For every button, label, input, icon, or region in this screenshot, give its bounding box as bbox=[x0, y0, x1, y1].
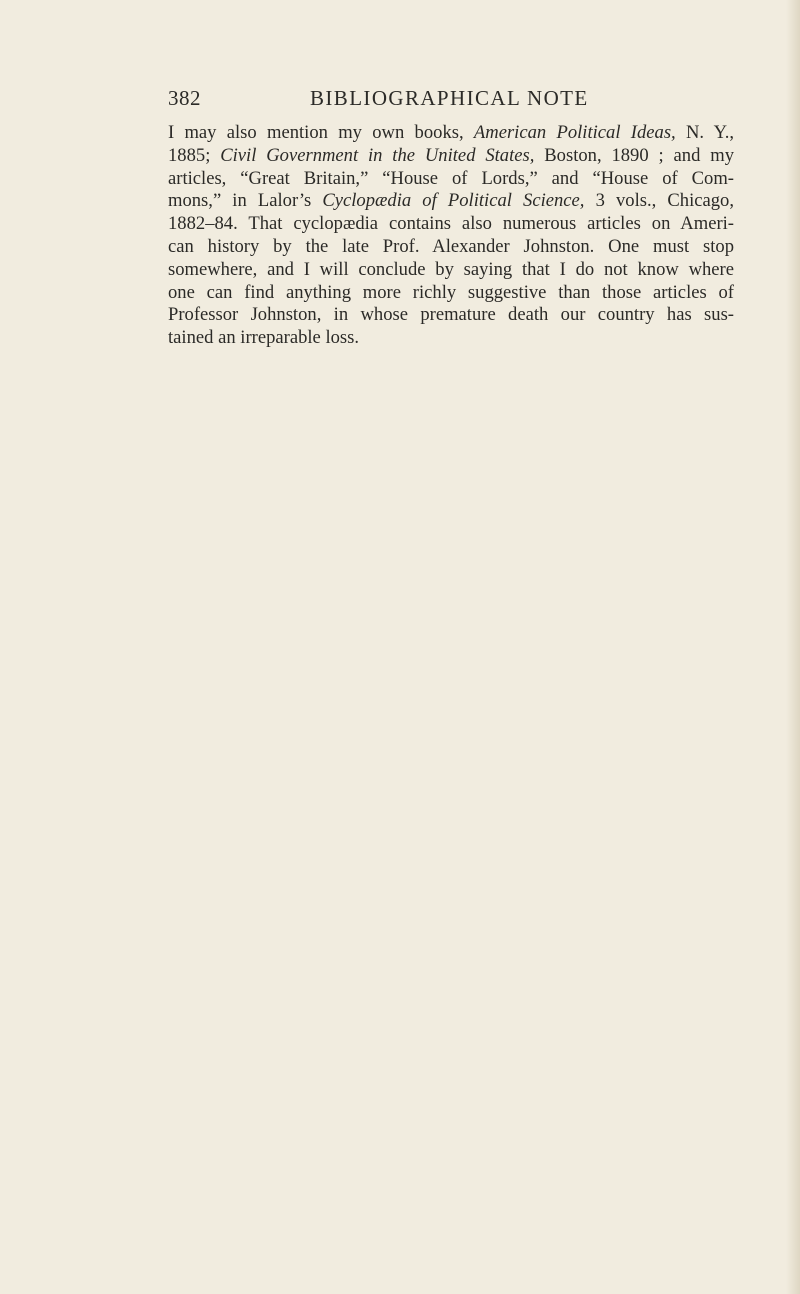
text-run: articles, “Great Britain,” “House of Lords,” and “House of Com- bbox=[168, 167, 734, 189]
page-edge-shadow bbox=[786, 0, 800, 1294]
text-run: can history by the late Prof. Alexander Johnston. One must stop bbox=[168, 235, 734, 257]
italic-title: American Political Ideas, bbox=[473, 122, 676, 143]
text-line bbox=[168, 190, 734, 213]
text-run: 3 vols., Chicago, bbox=[584, 190, 734, 212]
page-number: 382 bbox=[168, 86, 201, 110]
text-run: somewhere, and I will conclude by saying that I do not know where bbox=[168, 258, 734, 280]
bibliographical-paragraph bbox=[168, 122, 734, 350]
italic-title: Cyclopædia of Political Science, bbox=[322, 190, 585, 212]
text-run: mons,” in Lalor’s bbox=[168, 190, 323, 212]
text-run: tained an irreparable loss. bbox=[168, 327, 360, 349]
text-run: Boston, 1890 ; and my bbox=[534, 144, 734, 166]
text-run: Professor Johnston, in whose premature death our country has sus- bbox=[168, 304, 734, 326]
text-run: N. Y., bbox=[675, 122, 734, 143]
italic-title: Civil Government in the United States, bbox=[220, 144, 535, 166]
running-head bbox=[168, 86, 732, 116]
running-title: BIBLIOGRAPHICAL NOTE bbox=[310, 86, 589, 110]
text-line bbox=[168, 122, 734, 145]
text-run: I may also mention my own books, bbox=[168, 122, 474, 143]
text-run: 1882–84. That cyclopædia contains also numerous articles on Ameri- bbox=[168, 213, 734, 235]
text-line bbox=[168, 168, 734, 191]
text-line bbox=[168, 327, 734, 350]
text-line bbox=[168, 213, 734, 236]
text-line bbox=[168, 236, 734, 259]
text-line bbox=[168, 304, 734, 327]
text-line bbox=[168, 282, 734, 305]
text-line bbox=[168, 145, 734, 168]
text-run: 1885; bbox=[168, 144, 221, 166]
text-line bbox=[168, 259, 734, 282]
text-run: one can find anything more richly suggestive than those articles of bbox=[168, 281, 734, 303]
